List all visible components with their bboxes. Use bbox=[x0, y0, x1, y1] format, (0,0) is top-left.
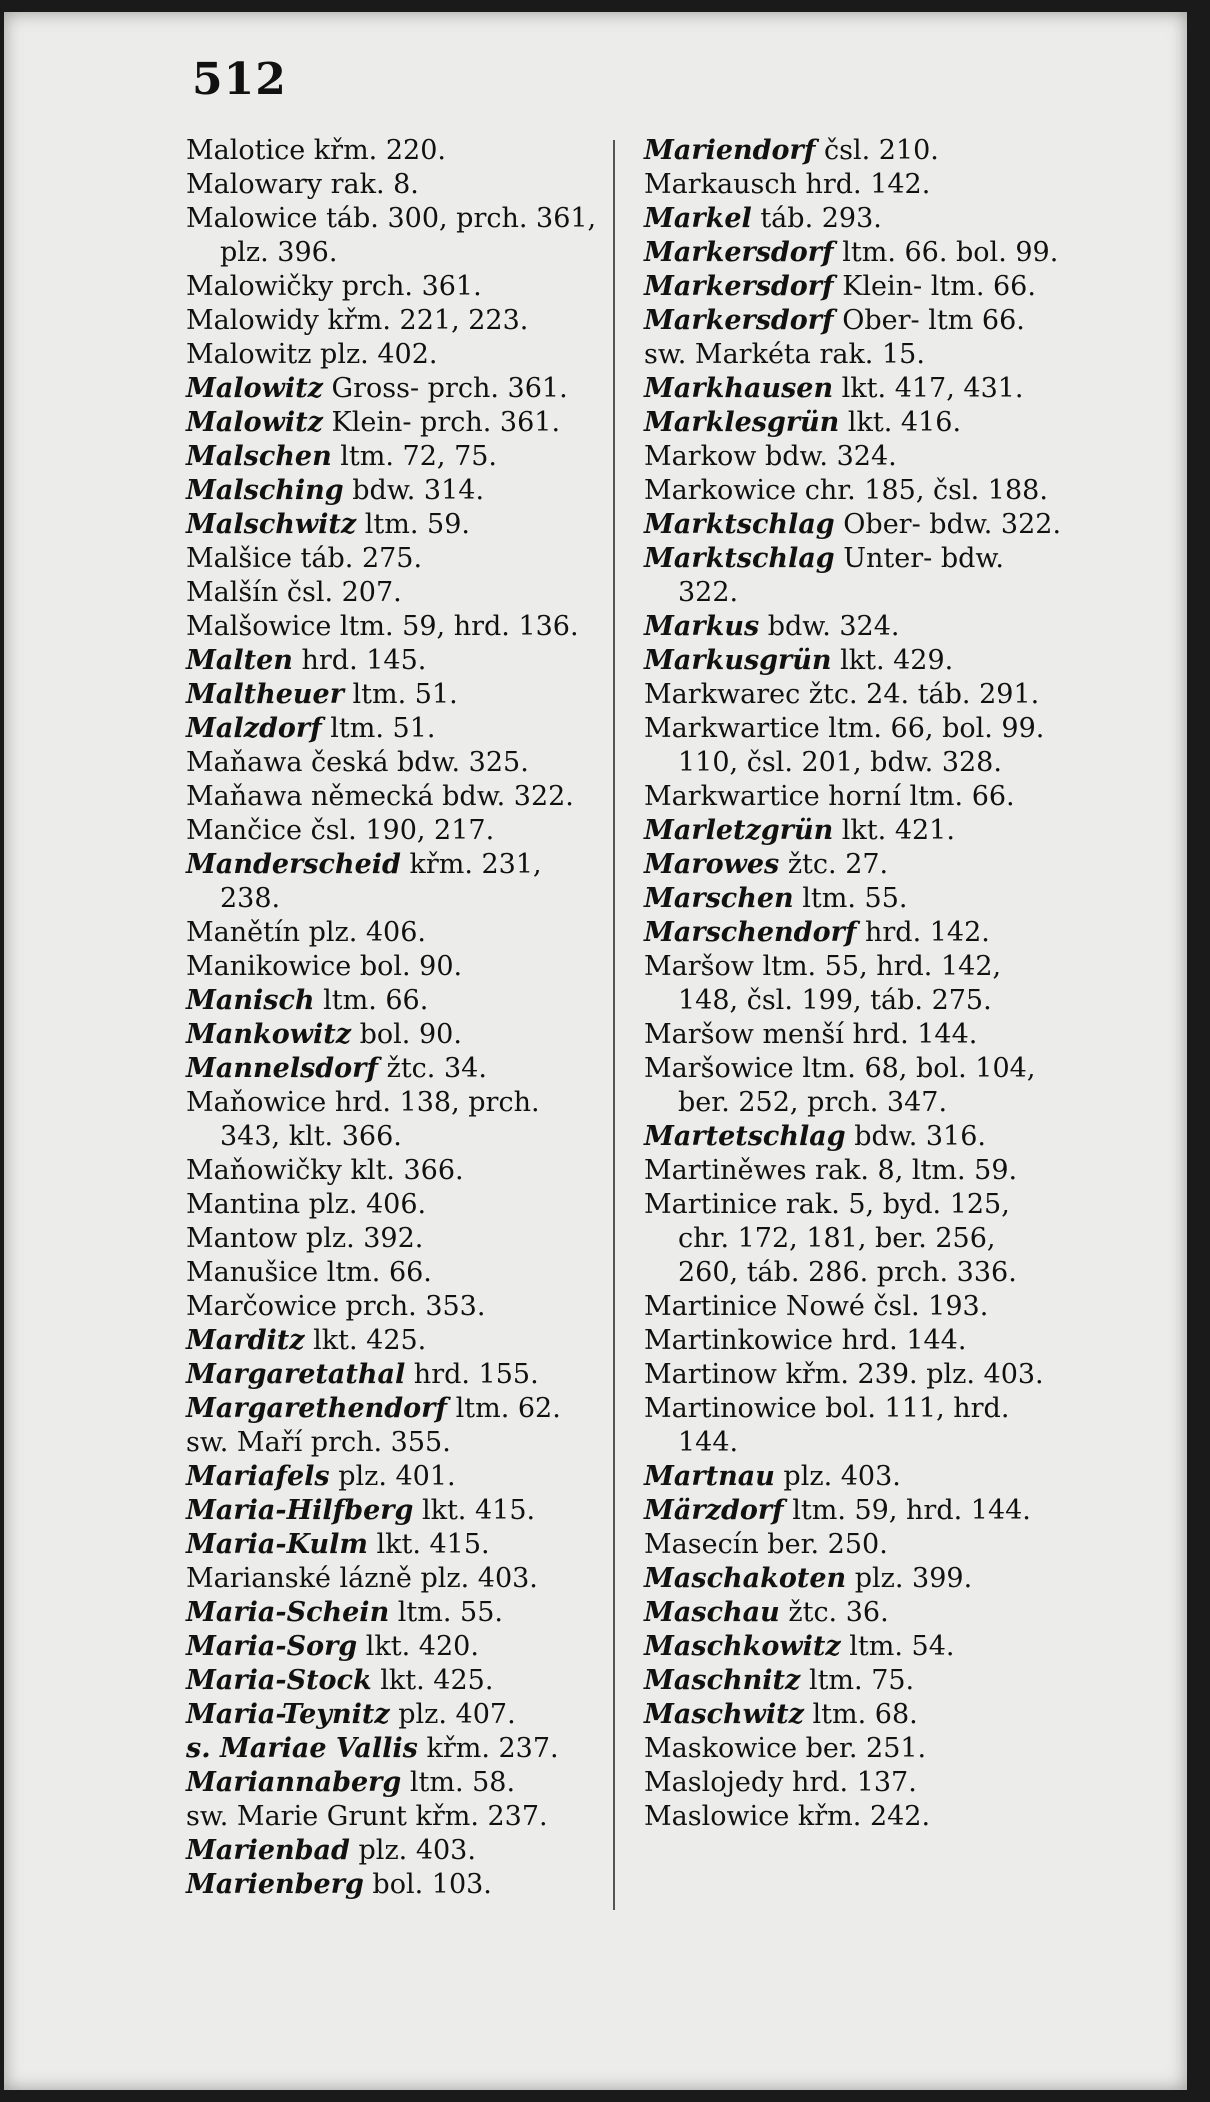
index-entry bbox=[644, 1188, 1064, 1290]
index-entry bbox=[186, 1630, 601, 1664]
entry-text: Klein- prch. 361. bbox=[322, 407, 561, 438]
index-entry bbox=[644, 950, 1064, 1018]
entry-text: křm. 231, 238. bbox=[220, 849, 542, 914]
index-entry bbox=[644, 1324, 1064, 1358]
index-entry bbox=[644, 440, 1064, 474]
entry-text: Markowice chr. 185, čsl. 188. bbox=[644, 475, 1048, 506]
entry-text: Malowary rak. 8. bbox=[186, 169, 419, 200]
entry-headword: Marschendorf bbox=[644, 917, 857, 948]
index-entry bbox=[644, 304, 1064, 338]
entry-text: sw. Maří prch. 355. bbox=[186, 1427, 451, 1458]
entry-text: Malšowice ltm. 59, hrd. 136. bbox=[186, 611, 579, 642]
entry-text: ltm. 51. bbox=[343, 679, 458, 710]
entry-text: ltm. 55. bbox=[389, 1597, 503, 1628]
entry-text: Manušice ltm. 66. bbox=[186, 1257, 432, 1288]
entry-text: lkt. 415. bbox=[413, 1495, 536, 1526]
index-entry bbox=[186, 440, 601, 474]
entry-text: hrd. 145. bbox=[292, 645, 427, 676]
entry-text: Malowidy křm. 221, 223. bbox=[186, 305, 529, 336]
entry-text: ltm. 68. bbox=[803, 1699, 918, 1730]
entry-headword: Martnau bbox=[644, 1461, 775, 1492]
entry-text: Ober- bdw. 322. bbox=[834, 509, 1062, 540]
entry-headword: Mankowitz bbox=[186, 1019, 352, 1050]
entry-text: Markwartice horní ltm. 66. bbox=[644, 781, 1015, 812]
entry-text: Maršow ltm. 55, hrd. 142, 148, čsl. 199, táb. 275. bbox=[644, 951, 1002, 1016]
entry-headword: Marklesgrün bbox=[644, 407, 840, 438]
entry-text: sw. Marie Grunt křm. 237. bbox=[186, 1801, 548, 1832]
entry-text: lkt. 425. bbox=[304, 1325, 427, 1356]
entry-headword: Marktschlag bbox=[644, 509, 835, 540]
entry-headword: Mariannaberg bbox=[186, 1767, 402, 1798]
index-entry bbox=[644, 644, 1064, 678]
entry-text: bdw. 316. bbox=[845, 1121, 986, 1152]
index-entry bbox=[644, 474, 1064, 508]
entry-text: Marčowice prch. 353. bbox=[186, 1291, 486, 1322]
index-entry bbox=[644, 1290, 1064, 1324]
right-column bbox=[644, 134, 1064, 1834]
index-entry bbox=[186, 1698, 601, 1732]
entry-text: žtc. 27. bbox=[779, 849, 889, 880]
entry-headword: s. Mariae Vallis bbox=[186, 1733, 418, 1764]
index-entry bbox=[186, 542, 601, 576]
index-entry bbox=[644, 882, 1064, 916]
entry-text: lkt. 429. bbox=[831, 645, 954, 676]
entry-text: hrd. 155. bbox=[405, 1359, 539, 1390]
entry-text: Markow bdw. 324. bbox=[644, 441, 897, 472]
entry-headword: Markel bbox=[644, 203, 752, 234]
index-entry bbox=[186, 134, 601, 168]
entry-text: lkt. 415. bbox=[367, 1529, 490, 1560]
entry-text: Malšín čsl. 207. bbox=[186, 577, 402, 608]
entry-headword: Marschen bbox=[644, 883, 794, 914]
entry-text: ltm. 59, hrd. 144. bbox=[783, 1495, 1031, 1526]
index-entry bbox=[644, 916, 1064, 950]
index-entry bbox=[186, 1188, 601, 1222]
entry-headword: Malowitz bbox=[186, 373, 323, 404]
entry-text: Martiněwes rak. 8, ltm. 59. bbox=[644, 1155, 1018, 1186]
entry-text: Maňowičky klt. 366. bbox=[186, 1155, 464, 1186]
index-entry bbox=[644, 1766, 1064, 1800]
entry-text: Martinice Nowé čsl. 193. bbox=[644, 1291, 989, 1322]
entry-text: ltm. 55. bbox=[793, 883, 908, 914]
index-entry bbox=[644, 848, 1064, 882]
index-entry bbox=[186, 950, 601, 984]
entry-text: Unter- bdw. 322. bbox=[678, 543, 1004, 608]
entry-text: Martinkowice hrd. 144. bbox=[644, 1325, 967, 1356]
entry-headword: Mariendorf bbox=[644, 135, 816, 166]
index-entry bbox=[186, 814, 601, 848]
entry-text: Malšice táb. 275. bbox=[186, 543, 423, 574]
index-entry bbox=[186, 406, 601, 440]
entry-text: bol. 90. bbox=[351, 1019, 462, 1050]
entry-text: plz. 399. bbox=[846, 1563, 973, 1594]
entry-text: lkt. 417, 431. bbox=[833, 373, 1024, 404]
entry-headword: Märzdorf bbox=[644, 1495, 784, 1526]
entry-headword: Maschakoten bbox=[644, 1563, 847, 1594]
entry-text: plz. 407. bbox=[389, 1699, 516, 1730]
entry-headword: Markersdorf bbox=[644, 237, 834, 268]
entry-text: táb. 293. bbox=[751, 203, 882, 234]
index-entry bbox=[186, 1256, 601, 1290]
index-entry bbox=[186, 1528, 601, 1562]
index-entry bbox=[186, 1732, 601, 1766]
index-entry bbox=[644, 780, 1064, 814]
index-entry bbox=[186, 984, 601, 1018]
entry-headword: Malzdorf bbox=[186, 713, 322, 744]
entry-headword: Markus bbox=[644, 611, 760, 642]
entry-text: Maršowice ltm. 68, bol. 104, ber. 252, prch. 347. bbox=[644, 1053, 1036, 1118]
entry-headword: Maria-Sorg bbox=[186, 1631, 358, 1662]
entry-headword: Markusgrün bbox=[644, 645, 832, 676]
entry-text: ltm. 66. bbox=[314, 985, 429, 1016]
entry-headword: Maria-Kulm bbox=[186, 1529, 368, 1560]
entry-headword: Malsching bbox=[186, 475, 344, 506]
entry-headword: Margarethendorf bbox=[186, 1393, 448, 1424]
entry-text: lkt. 421. bbox=[833, 815, 955, 846]
entry-text: Mantow plz. 392. bbox=[186, 1223, 424, 1254]
entry-text: Markwarec žtc. 24. táb. 291. bbox=[644, 679, 1040, 710]
index-entry bbox=[644, 1800, 1064, 1834]
entry-headword: Malowitz bbox=[186, 407, 323, 438]
entry-text: Martinow křm. 239. plz. 403. bbox=[644, 1359, 1044, 1390]
entry-headword: Marowes bbox=[644, 849, 780, 880]
entry-text: plz. 403. bbox=[349, 1835, 476, 1866]
entry-text: Maňawa německá bdw. 322. bbox=[186, 781, 574, 812]
entry-headword: Markersdorf bbox=[644, 271, 834, 302]
index-entry bbox=[644, 270, 1064, 304]
entry-text: Manětín plz. 406. bbox=[186, 917, 426, 948]
index-entry bbox=[186, 1766, 601, 1800]
index-entry bbox=[644, 1528, 1064, 1562]
index-entry bbox=[644, 678, 1064, 712]
entry-text: ltm. 62. bbox=[447, 1393, 561, 1424]
entry-text: Maskowice ber. 251. bbox=[644, 1733, 927, 1764]
entry-text: Mantina plz. 406. bbox=[186, 1189, 427, 1220]
entry-text: bdw. 324. bbox=[759, 611, 900, 642]
entry-text: Marianské lázně plz. 403. bbox=[186, 1563, 538, 1594]
entry-text: Malowice táb. 300, prch. 361, plz. 396. bbox=[186, 203, 597, 268]
entry-headword: Martetschlag bbox=[644, 1121, 846, 1152]
entry-text: Markausch hrd. 142. bbox=[644, 169, 931, 200]
entry-headword: Margaretathal bbox=[186, 1359, 406, 1390]
index-entry bbox=[186, 848, 601, 916]
index-entry bbox=[644, 1154, 1064, 1188]
index-entry bbox=[644, 1732, 1064, 1766]
entry-text: Manikowice bol. 90. bbox=[186, 951, 463, 982]
entry-text: ltm. 59. bbox=[356, 509, 470, 540]
entry-text: Ober- ltm 66. bbox=[833, 305, 1025, 336]
entry-text: Markwartice ltm. 66, bol. 99. 110, čsl. 201, bdw. 328. bbox=[644, 713, 1045, 778]
index-entry bbox=[186, 1800, 601, 1834]
index-entry bbox=[186, 644, 601, 678]
index-entry bbox=[186, 1290, 601, 1324]
entry-headword: Markersdorf bbox=[644, 305, 834, 336]
index-entry bbox=[644, 1120, 1064, 1154]
left-column bbox=[186, 134, 601, 1902]
entry-headword: Marienbad bbox=[186, 1835, 350, 1866]
index-entry bbox=[186, 1494, 601, 1528]
entry-text: lkt. 425. bbox=[371, 1665, 494, 1696]
index-entry bbox=[644, 338, 1064, 372]
entry-headword: Manderscheid bbox=[186, 849, 401, 880]
entry-headword: Maschwitz bbox=[644, 1699, 804, 1730]
index-entry bbox=[186, 1324, 601, 1358]
entry-text: Malowičky prch. 361. bbox=[186, 271, 482, 302]
index-entry bbox=[186, 1834, 601, 1868]
index-entry bbox=[186, 1154, 601, 1188]
entry-headword: Marktschlag bbox=[644, 543, 835, 574]
index-entry bbox=[644, 372, 1064, 406]
entry-headword: Mannelsdorf bbox=[186, 1053, 379, 1084]
entry-text: lkt. 420. bbox=[357, 1631, 479, 1662]
entry-headword: Marletzgrün bbox=[644, 815, 834, 846]
entry-headword: Markhausen bbox=[644, 373, 834, 404]
book-page bbox=[4, 12, 1187, 2090]
index-entry bbox=[186, 1562, 601, 1596]
entry-text: Maňowice hrd. 138, prch. 343, klt. 366. bbox=[186, 1087, 540, 1152]
entry-text: Maršow menší hrd. 144. bbox=[644, 1019, 978, 1050]
index-entry bbox=[186, 1426, 601, 1460]
entry-headword: Manisch bbox=[186, 985, 315, 1016]
entry-headword: Malschwitz bbox=[186, 509, 357, 540]
entry-headword: Marditz bbox=[186, 1325, 305, 1356]
index-entry bbox=[186, 168, 601, 202]
index-entry bbox=[644, 1494, 1064, 1528]
entry-text: Klein- ltm. 66. bbox=[833, 271, 1036, 302]
index-entry bbox=[186, 1460, 601, 1494]
entry-headword: Maria-Stock bbox=[186, 1665, 372, 1696]
index-entry bbox=[186, 508, 601, 542]
entry-text: plz. 403. bbox=[774, 1461, 901, 1492]
entry-text: Maslowice křm. 242. bbox=[644, 1801, 931, 1832]
index-entry bbox=[644, 1052, 1064, 1120]
index-entry bbox=[186, 610, 601, 644]
index-entry bbox=[644, 134, 1064, 168]
entry-headword: Maria-Schein bbox=[186, 1597, 390, 1628]
entry-text: Gross- prch. 361. bbox=[322, 373, 568, 404]
entry-headword: Maltheuer bbox=[186, 679, 344, 710]
index-entry bbox=[644, 1358, 1064, 1392]
index-entry bbox=[186, 372, 601, 406]
index-entry bbox=[186, 1868, 601, 1902]
entry-text: čsl. 210. bbox=[815, 135, 939, 166]
entry-headword: Maria-Teynitz bbox=[186, 1699, 390, 1730]
index-entry bbox=[186, 712, 601, 746]
index-entry bbox=[644, 1018, 1064, 1052]
entry-headword: Maschau bbox=[644, 1597, 780, 1628]
entry-text: plz. 401. bbox=[329, 1461, 456, 1492]
page-number: 512 bbox=[192, 54, 287, 105]
column-divider bbox=[613, 140, 615, 1910]
index-entry bbox=[644, 1630, 1064, 1664]
entry-headword: Maschkowitz bbox=[644, 1631, 841, 1662]
index-entry bbox=[186, 270, 601, 304]
index-entry bbox=[186, 338, 601, 372]
entry-text: ltm. 66. bol. 99. bbox=[833, 237, 1059, 268]
entry-text: sw. Markéta rak. 15. bbox=[644, 339, 925, 370]
index-entry bbox=[186, 1596, 601, 1630]
index-entry bbox=[186, 1018, 601, 1052]
index-entry bbox=[644, 202, 1064, 236]
index-entry bbox=[186, 1052, 601, 1086]
entry-text: ltm. 72, 75. bbox=[331, 441, 498, 472]
entry-text: Martinice rak. 5, byd. 125, chr. 172, 181, ber. 256, 260, táb. 286. prch. 336. bbox=[644, 1189, 1017, 1288]
index-entry bbox=[644, 406, 1064, 440]
entry-text: lkt. 416. bbox=[839, 407, 962, 438]
entry-text: Maňawa česká bdw. 325. bbox=[186, 747, 529, 778]
index-entry bbox=[186, 746, 601, 780]
index-entry bbox=[644, 1460, 1064, 1494]
entry-text: bol. 103. bbox=[363, 1869, 492, 1900]
entry-text: Mančice čsl. 190, 217. bbox=[186, 815, 495, 846]
entry-text: hrd. 142. bbox=[856, 917, 990, 948]
entry-text: bdw. 314. bbox=[343, 475, 485, 506]
entry-text: Martinowice bol. 111, hrd. 144. bbox=[644, 1393, 1010, 1458]
index-entry bbox=[644, 712, 1064, 780]
entry-headword: Malschen bbox=[186, 441, 332, 472]
index-entry bbox=[186, 780, 601, 814]
index-entry bbox=[644, 168, 1064, 202]
entry-text: žtc. 36. bbox=[779, 1597, 889, 1628]
index-entry bbox=[644, 1596, 1064, 1630]
index-entry bbox=[186, 1222, 601, 1256]
entry-headword: Maria-Hilfberg bbox=[186, 1495, 414, 1526]
index-entry bbox=[644, 814, 1064, 848]
entry-text: žtc. 34. bbox=[378, 1053, 487, 1084]
entry-text: ltm. 58. bbox=[401, 1767, 516, 1798]
entry-headword: Maschnitz bbox=[644, 1665, 801, 1696]
index-entry bbox=[186, 202, 601, 270]
entry-text: ltm. 51. bbox=[321, 713, 436, 744]
entry-headword: Malten bbox=[186, 645, 293, 676]
index-entry bbox=[644, 610, 1064, 644]
index-entry bbox=[644, 1698, 1064, 1732]
entry-headword: Marienberg bbox=[186, 1869, 364, 1900]
entry-text: ltm. 75. bbox=[800, 1665, 915, 1696]
index-entry bbox=[186, 1664, 601, 1698]
entry-text: Malotice křm. 220. bbox=[186, 135, 446, 166]
index-entry bbox=[186, 1358, 601, 1392]
index-entry bbox=[186, 474, 601, 508]
entry-text: křm. 237. bbox=[417, 1733, 559, 1764]
index-entry bbox=[644, 1562, 1064, 1596]
entry-text: ltm. 54. bbox=[840, 1631, 955, 1662]
entry-text: Masecín ber. 250. bbox=[644, 1529, 888, 1560]
index-entry bbox=[644, 1392, 1064, 1460]
index-entry bbox=[186, 1392, 601, 1426]
index-entry bbox=[644, 1664, 1064, 1698]
index-entry bbox=[644, 508, 1064, 542]
index-entry bbox=[186, 1086, 601, 1154]
index-entry bbox=[186, 576, 601, 610]
entry-headword: Mariafels bbox=[186, 1461, 330, 1492]
index-entry bbox=[186, 678, 601, 712]
entry-text: Maslojedy hrd. 137. bbox=[644, 1767, 917, 1798]
index-entry bbox=[186, 304, 601, 338]
index-entry bbox=[644, 542, 1064, 610]
index-entry bbox=[644, 236, 1064, 270]
entry-text: Malowitz plz. 402. bbox=[186, 339, 438, 370]
index-entry bbox=[186, 916, 601, 950]
